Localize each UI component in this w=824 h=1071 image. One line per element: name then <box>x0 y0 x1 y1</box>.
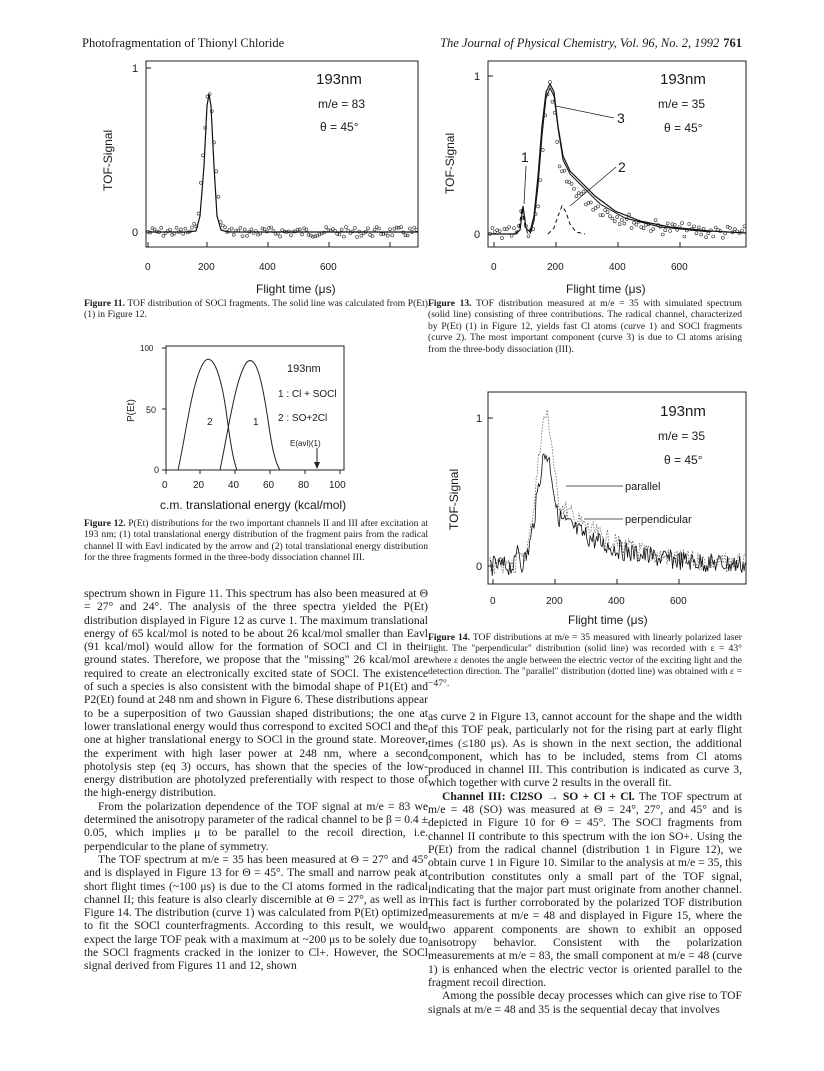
curve-2 <box>178 359 237 470</box>
figure-14-caption <box>428 632 742 689</box>
caption-text: TOF distributions at m/e = 35 measured with linearly polarized laser light. The "perpendicular" distribution (solid line) was recorded with ε = 43° where ε denotes the angle between the electric vector of the exciting light and the detection direction. The "parallel" distribution (dotted line) was obtained with ε = −47°. <box>428 632 742 689</box>
y-tick-label: 1 <box>132 63 139 75</box>
caption-text: P(Et) distributions for the two important channels II and III after excitation at 193 nm; (1) total translational energy distribution of the fragment pairs from the radical channel II with Eavl indicated by the arrow and (2) total translational energy distribution for the three fragments formed in the three-body dissociation channel III. <box>84 518 428 564</box>
x-tick-label: 0 <box>490 596 496 607</box>
data-point <box>353 226 356 229</box>
x-tick-label: 400 <box>609 262 626 273</box>
data-point <box>199 181 202 184</box>
x-tick-label: 200 <box>546 596 563 607</box>
running-header-journal <box>440 36 742 51</box>
data-point <box>721 236 724 239</box>
data-point <box>345 226 348 229</box>
caption-text: TOF distribution of SOCl fragments. The solid line was calculated from P(Et) (1) in Figure 12. <box>84 298 428 321</box>
x-tick-label: 600 <box>671 262 688 273</box>
curve-1-pointer <box>524 166 526 204</box>
x-tick-label: 60 <box>263 480 275 491</box>
data-point <box>570 182 573 185</box>
data-point <box>539 179 542 182</box>
legend-mass: m/e = 35 <box>658 97 706 111</box>
data-point <box>654 219 657 222</box>
paragraph <box>428 790 742 989</box>
y-tick-label: 50 <box>146 405 157 415</box>
x-tick-label: 200 <box>547 262 564 273</box>
curve-3-label: 3 <box>617 110 625 126</box>
x-tick-label: 100 <box>329 480 346 491</box>
y-axis-label: TOF-Signal <box>101 129 115 191</box>
paragraph: The TOF spectrum at m/e = 35 has been measured at Θ = 27° and 45° and is displayed in Figure 13 for Θ = 45°. The small and narrow peak at short flight times (~100 μs) is due to the Cl atoms formed in the radical channel II; this feature is also clearly discernible at Θ = 27°, as well as in Figure 14. The distribution (curve 1) was calculated from P(Et) optimized to fit the SOCl counterfragments. According to this result, we would expect the large TOF peak with a maximum at ~200 μs to be solely due to the SOCl fragments cracked in the ionizer to Cl+. However, the SOCl signal derived from Figures 11 and 12, shown <box>84 852 428 973</box>
data-point <box>537 205 540 208</box>
x-ticks <box>148 242 390 247</box>
parallel-trace <box>490 410 745 574</box>
caption-label: Figure 12. <box>84 518 126 529</box>
data-point <box>367 227 370 230</box>
data-point <box>298 228 301 231</box>
data-point <box>714 226 717 229</box>
ticks <box>488 76 680 247</box>
figure-13-caption <box>428 298 742 355</box>
y-tick-label: 0 <box>476 561 483 573</box>
data-point <box>191 226 194 229</box>
x-tick-label: 0 <box>491 262 497 273</box>
data-point <box>180 228 183 231</box>
parallel-label: parallel <box>625 481 661 493</box>
data-point <box>510 234 513 237</box>
data-point <box>611 217 614 220</box>
perpendicular-label: perpendicular <box>625 514 692 526</box>
data-point <box>250 228 253 231</box>
legend-angle: θ = 45° <box>664 453 703 467</box>
x-axis-label: Flight time (μs) <box>256 282 336 296</box>
data-point <box>215 170 218 173</box>
data-point <box>729 226 732 229</box>
data-point <box>290 234 293 237</box>
x-tick-label: 80 <box>298 480 310 491</box>
x-tick-label: 0 <box>162 480 168 491</box>
data-point <box>501 237 504 240</box>
data-point <box>664 229 667 232</box>
data-point <box>618 223 621 226</box>
data-point <box>406 234 409 237</box>
data-point <box>342 235 345 238</box>
paragraph: spectrum shown in Figure 11. This spectrum has also been measured at Θ = 27° and 24°. The analysis of the three spectra yielded the P(Et) distribution displayed in Figure 12 as curve 1. The maximum translational energy of 65 kcal/mol is noted to be about 26 kcal/mol smaller than Eavl (91 kcal/mol) would allow for the formation of SOCl and Cl in their ground states. Therefore, we propose that the "missing" 26 kcal/mol are required to create an electronically excited state of SOCl. The existence of such a species is also consistent with the bimodal shape of P1(Et) and P2(Et) found at 248 nm and shown in Figure 6. These distributions appear to be a superposition of two Gaussian shaped distributions; the one at lower translational energy would thus correspond to excited SOCl and the one at higher translational energy to SOCl in the ground state. Moreover, the experiment with high laser power at 248 nm, where a second photolysis step (eq 3) occurs, has shown that the species of the low-energy distribution are photolyzed preferentially with respect to those of the high-energy distribution. <box>84 587 429 800</box>
data-point <box>230 227 233 230</box>
legend-channel-1: 1 : Cl + SOCl <box>278 389 337 400</box>
data-point <box>491 226 494 229</box>
y-tick-label: 100 <box>140 344 154 353</box>
x-tick-label: 400 <box>259 262 276 273</box>
data-point <box>741 229 744 232</box>
data-point <box>621 219 624 222</box>
curve-2-pointer <box>570 167 616 206</box>
data-point <box>513 227 516 230</box>
data-point <box>551 100 554 103</box>
curve-1 <box>220 361 280 470</box>
data-point <box>217 195 220 198</box>
data-point <box>556 140 559 143</box>
data-point <box>301 233 304 236</box>
legend-wavelength: 193nm <box>287 363 321 375</box>
data-point <box>182 232 185 235</box>
figure-11-caption <box>84 298 428 321</box>
data-point <box>697 226 700 229</box>
curve-2 <box>548 206 585 234</box>
data-point <box>623 222 626 225</box>
data-point <box>666 222 669 225</box>
data-point <box>743 225 746 228</box>
figure-11-plot <box>88 56 428 296</box>
legend-mass: m/e = 83 <box>318 97 366 111</box>
figure-12-plot <box>120 340 380 520</box>
data-point <box>661 233 664 236</box>
data-point <box>616 216 619 219</box>
figure-12-caption <box>84 518 428 564</box>
data-point <box>325 226 328 229</box>
perpendicular-trace <box>490 454 745 576</box>
curve-1-label: 1 <box>521 149 529 165</box>
data-point <box>597 205 600 208</box>
y-tick-label: 0 <box>132 227 139 239</box>
data-point <box>609 215 612 218</box>
data-point <box>224 226 227 229</box>
data-point <box>175 226 178 229</box>
data-point <box>573 187 576 190</box>
paragraph: as curve 2 in Figure 13, cannot account for the shape and the width of this TOF peak, particularly not for the rising part at early flight times (≤180 μs). As is shown in the next section, the additional component, which has to be included, stems from Cl atoms produced in channel III. This contribution is indicated as curve 3, which together with curve 2 results in the overall fit. <box>428 710 742 790</box>
legend-wavelength: 193nm <box>660 403 706 420</box>
curve-1-label: 1 <box>253 417 259 428</box>
data-point <box>408 227 411 230</box>
figure-14-plot <box>436 388 746 627</box>
arrow-label: E(avl)(1) <box>290 439 321 448</box>
y-ticks <box>146 68 151 232</box>
caption-label: Figure 11. <box>84 298 125 309</box>
page-number: 761 <box>723 36 742 50</box>
curve-2-label: 2 <box>618 159 626 175</box>
y-tick-label: 1 <box>474 71 481 83</box>
data-point <box>669 230 672 233</box>
curve-3-pointer <box>556 106 614 118</box>
x-tick-label: 40 <box>228 480 240 491</box>
data-point <box>575 195 578 198</box>
data-point <box>305 228 308 231</box>
y-tick-label: 0 <box>474 229 481 241</box>
paragraph: Among the possible decay processes which can give rise to TOF signals at m/e = 48 and 35 is the sequential decay that involves <box>428 989 742 1016</box>
eavl-arrowhead <box>314 462 320 469</box>
data-point <box>389 228 392 231</box>
x-tick-label: 600 <box>320 262 337 273</box>
legend-angle: θ = 45° <box>320 120 359 134</box>
data-point <box>160 226 163 229</box>
data-point <box>527 235 530 238</box>
data-point <box>391 234 394 237</box>
x-tick-label: 400 <box>608 596 625 607</box>
running-header-title: Photofragmentation of Thionyl Chloride <box>82 36 285 50</box>
data-points <box>147 93 418 239</box>
x-tick-label: 0 <box>145 262 151 273</box>
data-point <box>415 228 418 231</box>
data-point <box>184 227 187 230</box>
data-point <box>558 165 561 168</box>
right-column-text <box>428 710 742 1016</box>
data-point <box>232 233 235 236</box>
legend-angle: θ = 45° <box>664 121 703 135</box>
y-axis-label: TOF-Signal <box>447 468 461 530</box>
caption-label: Figure 13. <box>428 298 472 309</box>
x-tick-label: 20 <box>193 480 205 491</box>
data-point <box>239 226 242 229</box>
data-point <box>356 235 359 238</box>
data-point <box>712 235 715 238</box>
y-axis-label: TOF-Signal <box>443 132 457 194</box>
legend-wavelength: 193nm <box>316 71 362 88</box>
x-axis-label: Flight time (μs) <box>568 613 648 627</box>
caption-label: Figure 14. <box>428 632 470 643</box>
data-point <box>683 235 686 238</box>
curve-2-label: 2 <box>207 417 213 428</box>
data-point <box>162 234 165 237</box>
x-axis-label: Flight time (μs) <box>566 282 646 296</box>
data-point <box>652 228 655 231</box>
paragraph: From the polarization dependence of the TOF signal at m/e = 83 we determined the anisotropy parameter of the radical channel to be β = 0.4 ± 0.05, which implies μ to be parallel to the recoil direction, i.e. perpendicular to the plane of symmetry. <box>84 799 428 853</box>
data-point <box>604 208 607 211</box>
data-point <box>386 234 389 237</box>
data-point <box>635 223 638 226</box>
plot-frame <box>146 61 418 247</box>
y-tick-label: 0 <box>154 465 160 475</box>
x-tick-label: 600 <box>670 596 687 607</box>
left-column-text <box>84 587 428 973</box>
figure-13-plot <box>430 56 750 296</box>
data-point <box>693 225 696 228</box>
fit-curve <box>148 94 418 232</box>
data-point <box>241 235 244 238</box>
section-heading: Channel III: Cl2SO → SO + Cl + Cl. <box>442 789 635 803</box>
y-axis-label: P(Et) <box>126 399 137 422</box>
paragraph-text: The TOF spectrum at m/e = 48 (SO) was measured at Θ = 24°, 27°, and 45° and is depicted in Figure 10 for Θ = 45°. The SOCl fragments from channel II contribute to this spectrum with the ion SO+. Using the P(Et) from the radical channel (distribution 1 in Figure 12), we obtain curve 1 in Figure 10. Similar to the analysis at m/e = 35, this contribution constitutes only a small part of the TOF signal, indicating that the major part must originate from another channel. This fact is further corroborated by the polarized TOF distribution measurements at m/e = 48 and displayed in Figure 15, where the two apparent components are shown to exhibit an opposed anisotropy behavior. Consistent with the polarization measurements at m/e = 83, the small component at m/e = 48 (curve 1) is enhanced when the electric vector is oriented parallel to the fragment recoil direction. <box>428 789 742 989</box>
legend-mass: m/e = 35 <box>658 429 706 443</box>
data-point <box>360 234 363 237</box>
data-point <box>193 222 196 225</box>
legend-channel-2: 2 : SO+2Cl <box>278 413 328 424</box>
x-tick-label: 200 <box>198 262 215 273</box>
caption-text: TOF distribution measured at m/e = 35 with simulated spectrum (solid line) consisting of three contributions. The radical channel, characterized by P(Et) (1) in Figure 12, yields fast Cl atoms (curve 1) and SOCl fragments (curve 2). The most important component (curve 3) is due to Cl atoms arising from the three-body dissociation (III). <box>428 298 742 355</box>
data-point <box>681 222 684 225</box>
legend-wavelength: 193nm <box>660 71 706 88</box>
data-point <box>541 148 544 151</box>
data-point <box>508 226 511 229</box>
data-point <box>700 233 703 236</box>
data-point <box>630 226 633 229</box>
data-point <box>705 236 708 239</box>
data-point <box>340 228 343 231</box>
x-axis-label: c.m. translational energy (kcal/mol) <box>160 498 347 512</box>
data-point <box>243 228 246 231</box>
data-point <box>606 211 609 214</box>
data-point <box>246 234 249 237</box>
journal-citation: The Journal of Physical Chemistry, Vol. 96, No. 2, 1992 <box>440 36 720 50</box>
data-point <box>279 235 282 238</box>
ticks <box>488 418 679 584</box>
y-tick-label: 1 <box>476 413 483 425</box>
data-point <box>582 190 585 193</box>
data-point <box>695 232 698 235</box>
data-point <box>613 220 616 223</box>
data-point <box>688 222 691 225</box>
